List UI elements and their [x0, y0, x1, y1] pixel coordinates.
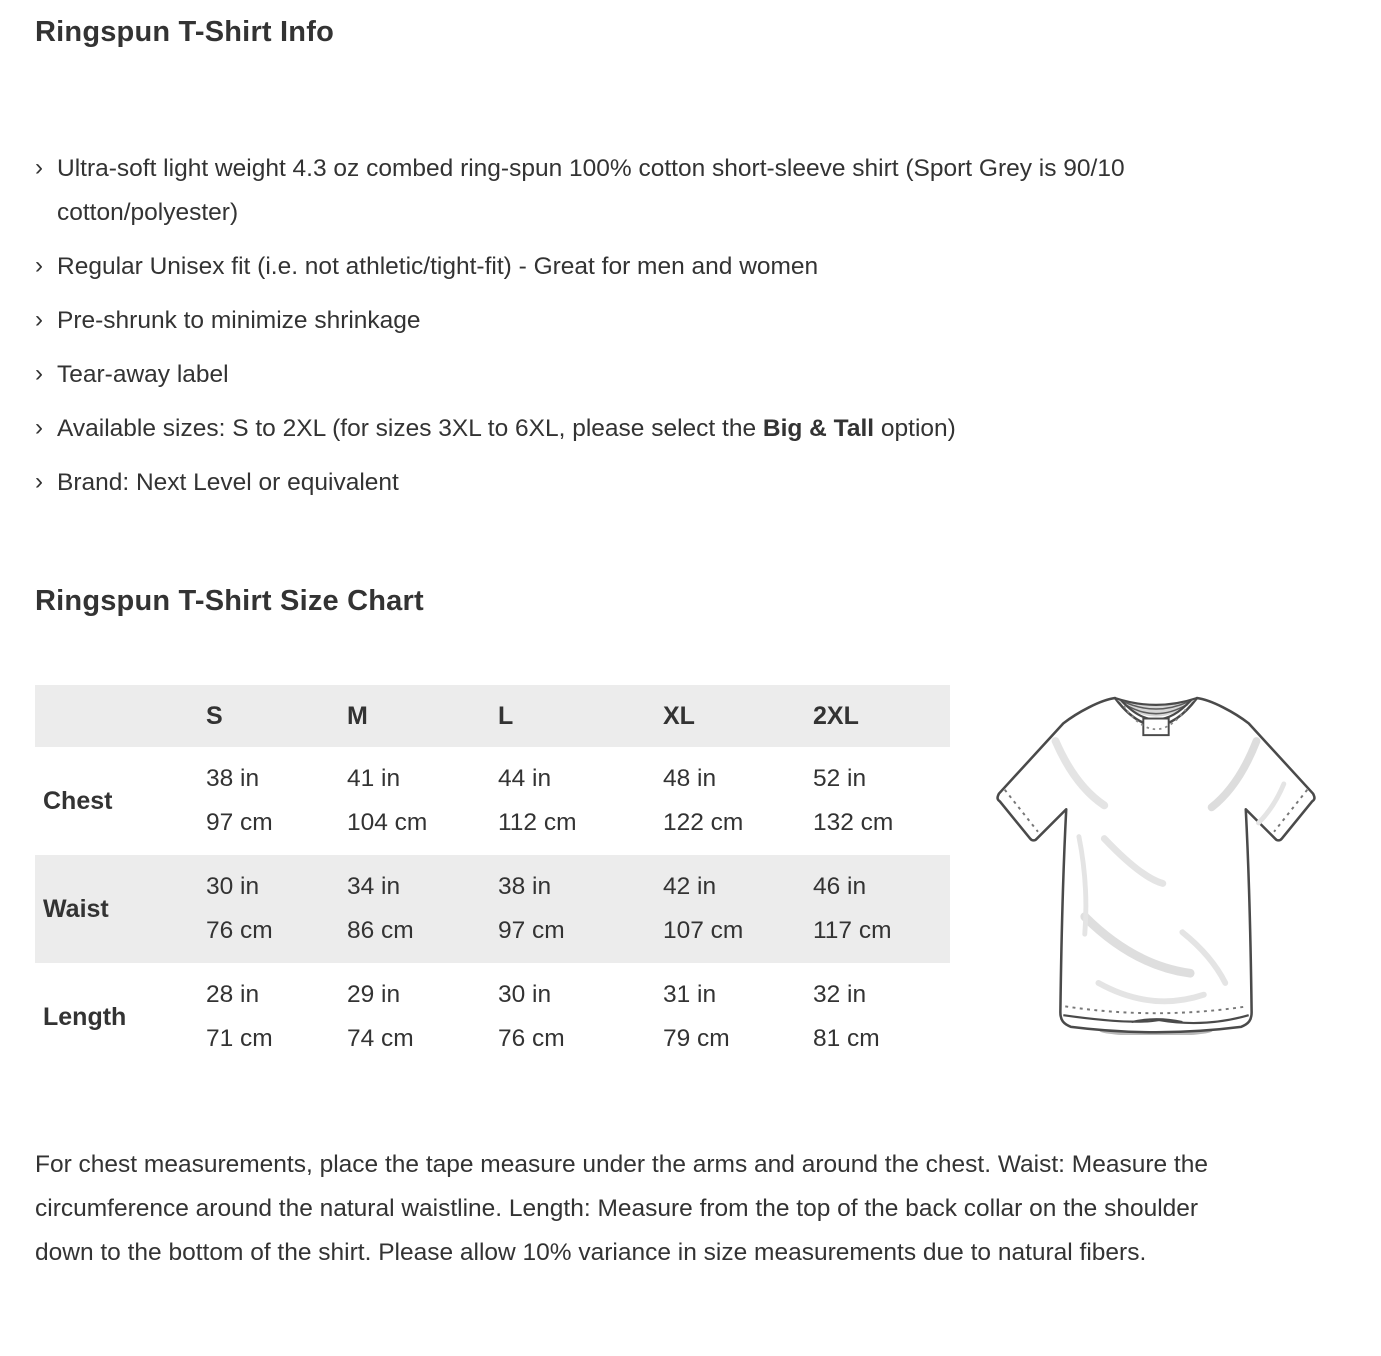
size-column-header: 2XL: [813, 701, 859, 730]
row-label: Chest: [43, 786, 113, 815]
table-row-length: [35, 963, 950, 1071]
measurement-in: 41 in: [347, 765, 401, 792]
measurement-cm: 79 cm: [663, 1025, 730, 1052]
measurement-cm: 76 cm: [498, 1025, 565, 1052]
measurement-in: 30 in: [206, 873, 260, 900]
size-cell: [347, 855, 498, 963]
measurement-cm: 122 cm: [663, 809, 744, 836]
measurement-in: 31 in: [663, 981, 717, 1008]
bullet-icon: ›: [35, 360, 43, 387]
size-cell: [206, 963, 347, 1071]
size-cell: [347, 747, 498, 855]
feature-list: [35, 147, 1365, 505]
measurement-in: 30 in: [498, 981, 552, 1008]
measurement-cm: 86 cm: [347, 917, 414, 944]
size-chart-corner-cell: [35, 685, 206, 747]
measurement-in: 46 in: [813, 873, 867, 900]
bullet-icon: ›: [35, 468, 43, 495]
measurement-cm: 71 cm: [206, 1025, 273, 1052]
size-chart-heading: Ringspun T-Shirt Size Chart: [35, 585, 424, 617]
measurement-cm: 74 cm: [347, 1025, 414, 1052]
list-item: [35, 299, 1305, 343]
list-item: [35, 461, 1305, 505]
bullet-icon: ›: [35, 306, 43, 333]
row-label: Length: [43, 1002, 127, 1031]
bullet-icon: ›: [35, 154, 43, 181]
measurement-cm: 97 cm: [206, 809, 273, 836]
size-cell: [813, 855, 950, 963]
size-cell: [663, 963, 813, 1071]
list-item-text: Tear-away label: [57, 361, 229, 388]
measurement-in: 34 in: [347, 873, 401, 900]
size-chart-header-row: [35, 685, 950, 747]
measurement-in: 29 in: [347, 981, 401, 1008]
measurement-in: 42 in: [663, 873, 717, 900]
measurement-in: 38 in: [498, 873, 552, 900]
size-cell: [347, 963, 498, 1071]
bullet-icon: ›: [35, 414, 43, 441]
list-item-text: Available sizes: S to 2XL (for sizes 3XL to 6XL, please select the Big & Tall option): [57, 415, 956, 442]
measurement-in: 44 in: [498, 765, 552, 792]
table-row-waist: [35, 855, 950, 963]
size-column-header: M: [347, 701, 368, 730]
size-cell: [498, 747, 663, 855]
measurement-in: 38 in: [206, 765, 260, 792]
row-label: Waist: [43, 894, 109, 923]
measurement-cm: 76 cm: [206, 917, 273, 944]
size-chart-section: [35, 685, 1365, 1071]
size-cell: [206, 855, 347, 963]
size-cell: [813, 747, 950, 855]
list-item: [35, 407, 1305, 451]
size-column-header: S: [206, 701, 223, 730]
tshirt-image: [995, 687, 1317, 1035]
measurement-cm: 107 cm: [663, 917, 744, 944]
big-and-tall-emphasis: Big & Tall: [762, 415, 875, 442]
measurement-in: 32 in: [813, 981, 867, 1008]
tshirt-body-outline: [998, 698, 1315, 1032]
measurement-cm: 112 cm: [498, 809, 577, 836]
table-row-chest: [35, 747, 950, 855]
measurement-in: 52 in: [813, 765, 867, 792]
size-cell: [813, 963, 950, 1071]
size-column-header: L: [498, 701, 514, 730]
list-item-text: Pre-shrunk to minimize shrinkage: [57, 307, 421, 334]
list-item: [35, 245, 1305, 289]
list-item: [35, 353, 1305, 397]
measurement-cm: 97 cm: [498, 917, 565, 944]
list-item-text: Regular Unisex fit (i.e. not athletic/tight-fit) - Great for men and women: [57, 253, 819, 280]
size-cell: [663, 747, 813, 855]
measurement-cm: 104 cm: [347, 809, 428, 836]
page-title: Ringspun T-Shirt Info: [35, 16, 334, 48]
measurement-in: 28 in: [206, 981, 260, 1008]
list-item-text: Ultra-soft light weight 4.3 oz combed ring-spun 100% cotton short-sleeve shirt (Sport Grey is 90/10 cotton/polyester): [57, 155, 1125, 226]
list-item: [35, 147, 1170, 235]
measurement-cm: 117 cm: [813, 917, 892, 944]
bullet-icon: ›: [35, 252, 43, 279]
size-cell: [206, 747, 347, 855]
tshirt-illustration-svg: [995, 687, 1317, 1035]
size-cell: [663, 855, 813, 963]
size-column-header: XL: [663, 701, 695, 730]
size-cell: [498, 855, 663, 963]
list-item-text: Brand: Next Level or equivalent: [57, 469, 399, 496]
size-chart-table: [35, 685, 950, 1071]
measurement-cm: 81 cm: [813, 1025, 880, 1052]
measurement-cm: 132 cm: [813, 809, 894, 836]
measurement-instructions: For chest measurements, place the tape measure under the arms and around the chest. Waist: Measure the circumference around the natural waistline. Length: Measure from the top of the back collar on the shoulder down to the bottom of the shirt. Please allow 10% variance in size measurements due to natural fibers.: [35, 1151, 1208, 1266]
size-cell: [498, 963, 663, 1071]
measurement-in: 48 in: [663, 765, 717, 792]
